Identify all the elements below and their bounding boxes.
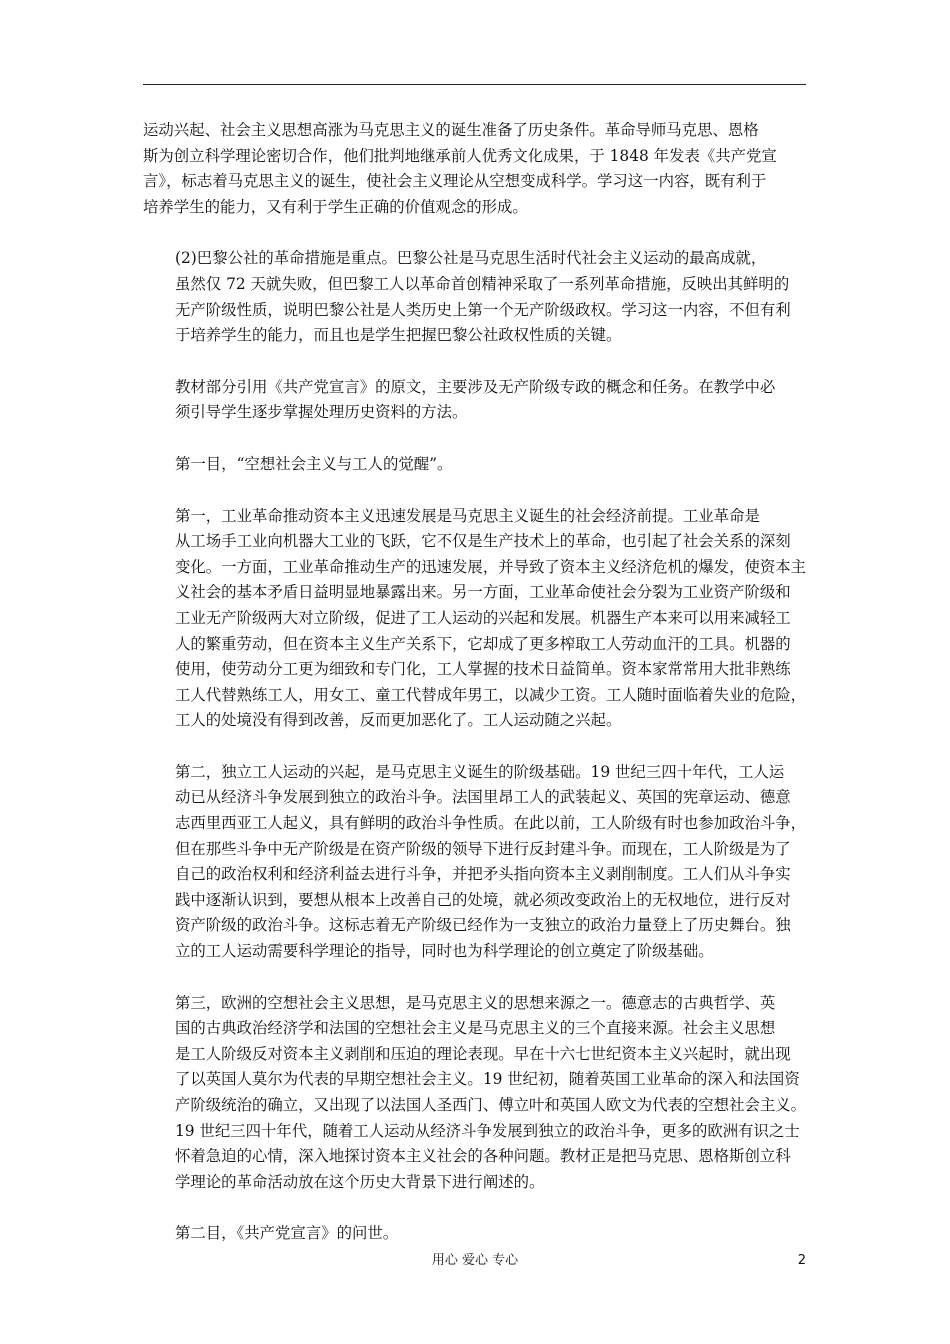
text-line: 第二，独立工人运动的兴起，是马克思主义诞生的阶级基础。19 世纪三四十年代，工人运	[175, 762, 785, 781]
text-line: 第三，欧洲的空想社会主义思想，是马克思主义的思想来源之一。德意志的古典哲学、英	[175, 993, 776, 1012]
text-line: 运动兴起、社会主义思想高涨为马克思主义的诞生准备了历史条件。革命导师马克思、恩格	[143, 121, 759, 139]
text-line: 19 世纪三四十年代，随着工人运动从经济斗争发展到独立的政治斗争，更多的欧洲有识之士	[175, 1121, 800, 1140]
text-line: 言》，标志着马克思主义的诞生，使社会主义理论从空想变成科学。学习这一内容，既有利于	[143, 172, 767, 191]
paragraph	[143, 1221, 806, 1247]
text-line: 工业无产阶级两大对立阶级，促进了工人运动的兴起和发展。机器生产本来可以用来减轻工	[175, 608, 791, 627]
document-body	[143, 118, 806, 1273]
header-rule	[143, 84, 806, 85]
paragraph	[143, 452, 806, 478]
text-line: 义社会的基本矛盾日益明显地暴露出来。另一方面，工业革命使社会分裂为工业资产阶级和	[175, 583, 791, 602]
text-line: 动已从经济斗争发展到独立的政治斗争。法国里昂工人的武装起义、英国的宪章运动、德意	[175, 788, 791, 807]
text-line: 是工人阶级反对资本主义剥削和压迫的理论表现。早在十六七世纪资本主义兴起时，就出现	[175, 1044, 791, 1063]
text-line: 第一，工业革命推动资本主义迅速发展是马克思主义诞生的社会经济前提。工业革命是	[175, 506, 760, 525]
text-line: 培养学生的能力，又有利于学生正确的价值观念的形成。	[143, 197, 528, 216]
text-line: 志西里西亚工人起义，具有鲜明的政治斗争性质。在此以前，工人阶级有时也参加政治斗争，	[175, 814, 807, 833]
text-line: 于培养学生的能力，而且也是学生把握巴黎公社政权性质的关键。	[175, 326, 622, 345]
paragraph	[143, 246, 806, 348]
text-line: 了以英国人莫尔为代表的早期空想社会主义。19 世纪初，随着英国工业革命的深入和法国资	[175, 1070, 800, 1089]
text-line: 立的工人运动需要科学理论的指导，同时也为科学理论的创立奠定了阶级基础。	[175, 942, 714, 961]
text-line: 自己的政治权利和经济利益去进行斗争，并把矛头指向资本主义剥削制度。工人们从斗争实	[175, 865, 791, 884]
text-line: 第一目，“空想社会主义与工人的觉醒”。	[175, 454, 453, 473]
paragraph	[143, 760, 806, 965]
text-line: 人的繁重劳动，但在资本主义生产关系下，它却成了更多榨取工人劳动血汗的工具。机器的	[175, 634, 791, 653]
text-line: 须引导学生逐步掌握处理历史资料的方法。	[175, 403, 468, 422]
text-line: 教材部分引用《共产党宣言》的原文，主要涉及无产阶级专政的概念和任务。在教学中必	[175, 377, 776, 396]
paragraph	[143, 118, 806, 220]
text-line: 使用，使劳动分工更为细致和专门化，工人掌握的技术日益简单。资本家常常用大批非熟练	[175, 660, 791, 679]
text-line: 资产阶级的政治斗争。这标志着无产阶级已经作为一支独立的政治力量登上了历史舞台。独	[175, 916, 791, 935]
text-line: 国的古典政治经济学和法国的空想社会主义是马克思主义的三个直接来源。社会主义思想	[175, 1019, 776, 1038]
text-line: 工人的处境没有得到改善，反而更加恶化了。工人运动随之兴起。	[175, 711, 622, 730]
text-line: 无产阶级性质，说明巴黎公社是人类历史上第一个无产阶级政权。学习这一内容，不但有利	[175, 300, 791, 319]
text-line: 践中逐渐认识到，要想从根本上改善自己的处境，就必须改变政治上的无权地位，进行反对	[175, 890, 791, 909]
page-number: 2	[797, 1253, 806, 1268]
text-line: 工人代替熟练工人，用女工、童工代替成年男工，以减少工资。工人随时面临着失业的危险，	[175, 685, 807, 704]
paragraph	[143, 991, 806, 1196]
text-line: 虽然仅 72 天就失败，但巴黎工人以革命首创精神采取了一系列革命措施，反映出其鲜明的	[175, 274, 790, 293]
paragraph	[143, 375, 806, 426]
text-line: 变化。一方面，工业革命推动生产的迅速发展，并导致了资本主义经济危机的爆发，使资本主	[175, 557, 807, 576]
text-line: 第二目，《共产党宣言》的问世。	[175, 1224, 399, 1243]
footer-slogan: 用心 爱心 专心	[431, 1253, 519, 1268]
text-line: 但在那些斗争中无产阶级是在资产阶级的领导下进行反封建斗争。而现在，工人阶级是为了	[175, 839, 791, 858]
text-line: 斯为创立科学理论密切合作，他们批判地继承前人优秀文化成果，于 1848 年发表《共产党宣	[143, 146, 777, 165]
text-line: 学理论的革命活动放在这个历史大背景下进行阐述的。	[175, 1172, 545, 1191]
text-line: 产阶级统治的确立，又出现了以法国人圣西门、傅立叶和英国人欧文为代表的空想社会主义。	[175, 1096, 807, 1114]
text-line: 从工场手工业向机器大工业的飞跃，它不仅是生产技术上的革命，也引起了社会关系的深刻	[175, 532, 791, 551]
text-line: 怀着急迫的心情，深入地探讨资本主义社会的各种问题。教材正是把马克思、恩格斯创立科	[175, 1147, 791, 1166]
text-line: (2)巴黎公社的革命措施是重点。巴黎公社是马克思生活时代社会主义运动的最高成就，	[175, 249, 767, 268]
paragraph	[143, 504, 806, 734]
